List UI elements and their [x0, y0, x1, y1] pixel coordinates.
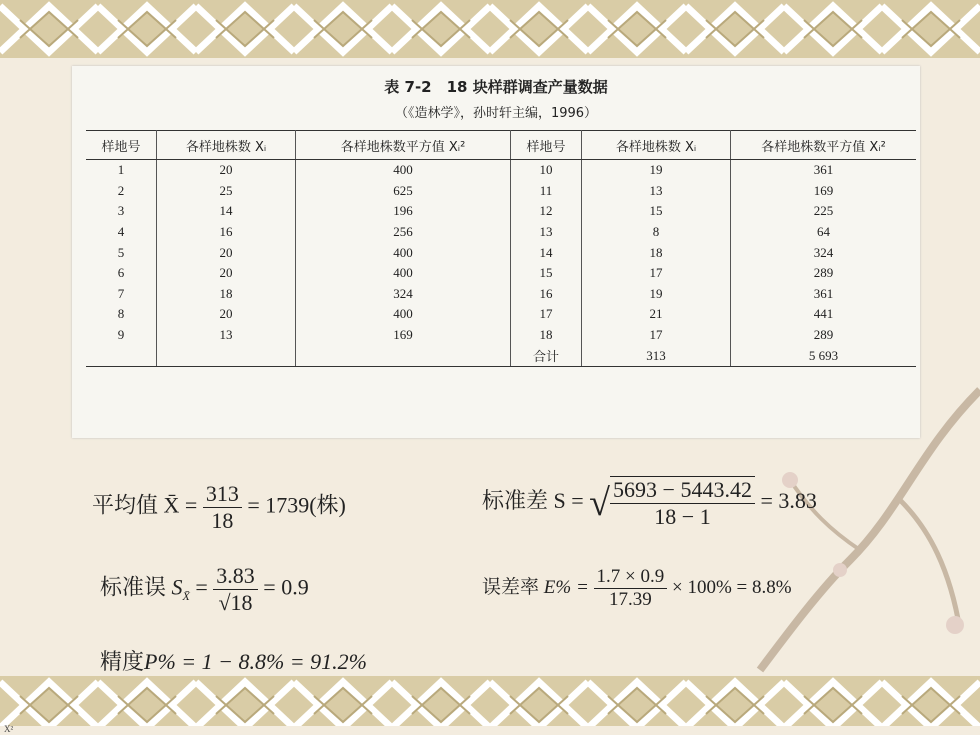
table-cell: 12 [511, 201, 582, 222]
table-cell: 5 [86, 242, 157, 263]
se-symbol: S [171, 574, 183, 600]
table-row [86, 222, 916, 243]
table-cell: 20 [157, 242, 296, 263]
table-source: （《造林学》，孙时轩主编，1996） [394, 106, 598, 121]
table-cell: 18 [582, 242, 731, 263]
column-header: 各样地株数平方值 Xᵢ² [731, 131, 917, 160]
sd-fraction [610, 476, 755, 530]
err-fraction [594, 566, 668, 611]
table-cell: 18 [157, 284, 296, 305]
table-cell: 169 [296, 325, 511, 346]
table-cell: 20 [157, 263, 296, 284]
table-cell: 361 [813, 285, 834, 301]
table-cell: 324 [296, 284, 511, 305]
table-cell: 2 [86, 181, 157, 202]
table-cell: 8 [86, 304, 157, 325]
table-cell: 合计 [511, 345, 582, 366]
precision-label: 精度 [100, 650, 145, 675]
table-row [86, 201, 916, 222]
table-cell: 225 [813, 203, 834, 219]
table-cell: 20 [157, 304, 296, 325]
se-fraction [213, 563, 258, 616]
table-cell: 18 [511, 325, 582, 346]
table-cell: 169 [813, 182, 834, 198]
table-cell: 21 [582, 304, 731, 325]
mean-result: = 1739(株) [247, 492, 346, 518]
mean-fraction [203, 481, 242, 534]
sd-numerator: 5693 − 5443.42 [610, 477, 755, 504]
column-header: 样地号 [511, 131, 582, 160]
se-result: = 0.9 [263, 574, 309, 600]
table-cell: 400 [296, 304, 511, 325]
se-label: 标准误 [100, 575, 167, 601]
column-header: 样地号 [86, 131, 157, 160]
table-cell: 15 [582, 201, 731, 222]
table-cell: 13 [582, 181, 731, 202]
sd-denominator: 18 − 1 [654, 504, 711, 529]
table-cell: 19 [582, 284, 731, 305]
se-numerator: 3.83 [213, 563, 258, 590]
table-row [86, 304, 916, 325]
precision-expression: P% = 1 − 8.8% = 91.2% [144, 649, 367, 674]
mean-denominator: 18 [211, 508, 234, 533]
column-header: 各样地株数 Xᵢ [157, 131, 296, 160]
table-cell: 15 [511, 263, 582, 284]
table-cell: 10 [511, 160, 582, 181]
table-cell [86, 345, 157, 366]
table-row [86, 242, 916, 263]
se-denominator: √18 [218, 590, 253, 615]
table-cell: 6 [86, 263, 157, 284]
table-header-row [86, 131, 916, 160]
table-row [86, 284, 916, 305]
err-numerator: 1.7 × 0.9 [594, 566, 668, 589]
table-cell: 8 [582, 222, 731, 243]
survey-data-table [86, 130, 916, 367]
mean-label: 平均值 [92, 493, 159, 519]
table-row [86, 263, 916, 284]
table-cell: 4 [86, 222, 157, 243]
table-cell: 324 [813, 244, 834, 260]
table-cell: 9 [86, 325, 157, 346]
sqrt-sign: √ [589, 482, 611, 524]
sd-label: 标准差 [482, 489, 549, 515]
table-cell: 16 [511, 284, 582, 305]
table-row [86, 325, 916, 346]
knot-pattern-bottom [0, 676, 980, 726]
table-row [86, 181, 916, 202]
mean-symbol: X̄ = [163, 492, 198, 518]
table-cell: 3 [86, 201, 157, 222]
decorative-top-band [0, 0, 980, 58]
table-cell: 11 [511, 181, 582, 202]
table-cell: 400 [296, 242, 511, 263]
table-cell: 7 [86, 284, 157, 305]
table-cell: 400 [296, 160, 511, 181]
column-header: 各样地株数 Xᵢ [582, 131, 731, 160]
table-cell: 17 [582, 325, 731, 346]
sd-symbol: S = [553, 488, 584, 514]
err-denominator: 17.39 [609, 589, 652, 610]
table-cell: 441 [813, 306, 834, 322]
table-cell: 17 [511, 304, 582, 325]
standard-deviation-formula [482, 476, 817, 530]
table-cell: 313 [582, 345, 731, 366]
table-cell: 16 [157, 222, 296, 243]
error-rate-formula [482, 566, 792, 611]
table-cell: 289 [813, 327, 834, 343]
table-cell: 400 [296, 263, 511, 284]
se-subscript: X̄ [182, 588, 190, 603]
mean-numerator: 313 [203, 481, 242, 508]
table-cell: 361 [813, 162, 834, 178]
table-cell: 64 [817, 224, 830, 240]
table-cell: 14 [511, 242, 582, 263]
table-cell: 196 [296, 201, 511, 222]
table-cell: 5 693 [731, 345, 917, 366]
table-cell: 19 [582, 160, 731, 181]
table-cell: 13 [511, 222, 582, 243]
table-cell: 17 [582, 263, 731, 284]
precision-formula [100, 645, 367, 676]
table-cell: 256 [296, 222, 511, 243]
table-caption: 表 7-2 18 块样群调查产量数据 [384, 78, 608, 96]
table-cell: 625 [296, 181, 511, 202]
table-cell: 289 [813, 265, 834, 281]
err-symbol: E% = [543, 576, 589, 598]
decorative-bottom-band [0, 676, 980, 726]
sd-result: = 3.83 [760, 488, 817, 514]
table-cell: 25 [157, 181, 296, 202]
footnote-label: X² [4, 724, 14, 734]
knot-pattern-top [0, 0, 980, 58]
table-cell: 20 [157, 160, 296, 181]
table-cell: 1 [86, 160, 157, 181]
column-header: 各样地株数平方值 Xᵢ² [296, 131, 511, 160]
table-scan [72, 66, 920, 438]
err-label: 误差率 [482, 575, 540, 598]
err-result: × 100% = 8.8% [672, 576, 792, 598]
mean-formula [92, 481, 346, 534]
standard-error-formula [100, 563, 309, 616]
table-cell: 13 [157, 325, 296, 346]
table-row [86, 345, 916, 366]
se-equals: = [195, 574, 208, 600]
table-cell: 14 [157, 201, 296, 222]
table-cell [296, 345, 511, 366]
table-cell [157, 345, 296, 366]
table-row [86, 160, 916, 181]
